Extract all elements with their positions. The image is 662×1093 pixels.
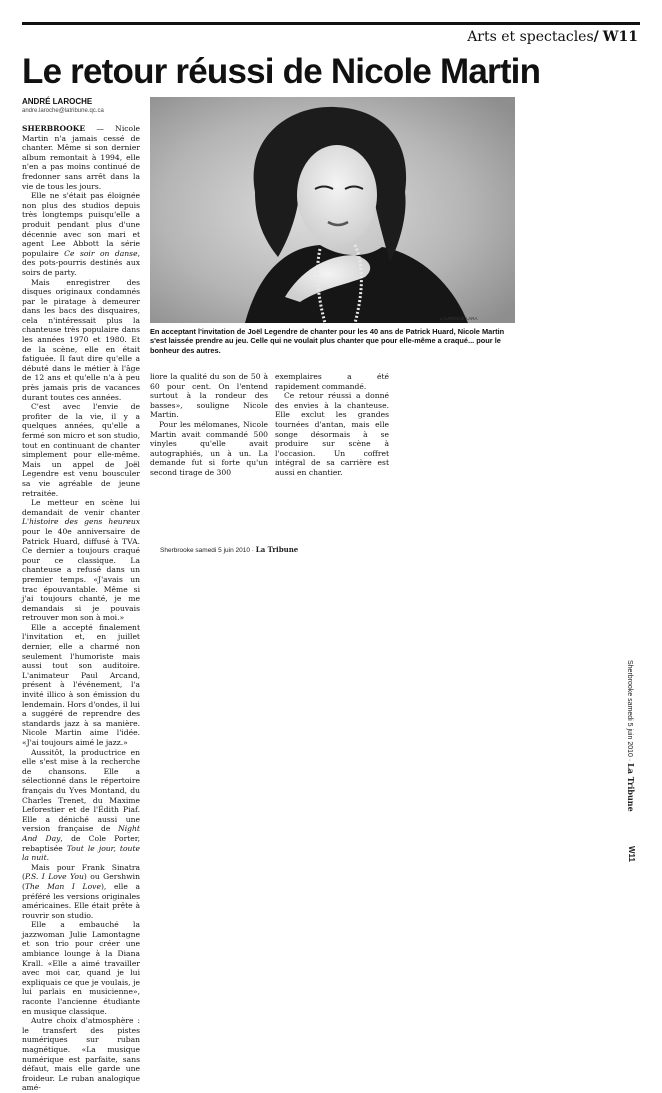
paragraph	[22, 863, 140, 921]
paragraph: Ce retour réussi a donné des envies à la chanteuse. Elle exclut les grandes tournées d'antan, mais elle songe désormais à se produire sur scène à l'occasion. Un coffret intégral de sa carrière est aussi en chantier.	[275, 391, 389, 477]
article-footer: Sherbrooke samedi 5 juin 2010 · La Tribune	[160, 545, 299, 554]
paragraph: liore la qualité du son de 50 à 60 pour cent. On l'entend surtout à la rondeur des basses», souligne Nicole Martin.	[150, 372, 268, 420]
song-title: L'histoire des gens heureux	[22, 517, 140, 527]
paragraph-text: ), elle a préféré les versions originales américaines. Elle était prête à rouvrir son studio.	[22, 881, 140, 920]
byline-author: ANDRÉ LAROCHE	[22, 97, 93, 106]
photo-caption: En acceptant l'invitation de Joël Legendre de chanter pour les 40 ans de Patrick Huard, Nicole Martin s'est laissée prendre au jeu. Celle qui ne voulait plus chanter que pour elle-même a craqué... pour le bonheur des autres.	[150, 327, 505, 355]
top-rule	[22, 22, 640, 25]
paragraph: C'est avec l'envie de profiter de la vie, il y a quelques années, qu'elle a fermé son micro et son studio, tout en continuant de chanter simplement pour elle-même. Mais un appel de Joël Legendre est venu bousculer sa vie agréable de jeune retraitée.	[22, 402, 140, 498]
song-title: The Man I Love	[24, 881, 101, 891]
byline-email: andre.laroche@latribune.qc.ca	[22, 108, 104, 114]
page-folio: Sherbrooke samedi 5 juin 2010 · La Tribune	[626, 660, 636, 812]
folio-dateline: Sherbrooke samedi 5 juin 2010	[626, 660, 633, 757]
paragraph-text: pour le 40e anniversaire de Patrick Huard, diffusé à TVA. Ce dernier a toujours craqué pour ce classique. La chanteuse a refusé dans un premier temps. «J'avais un trac épouvantable. Même si j'ai toujours chanté, je me demandais si je pouvais retrouver mon son à moi.»	[22, 526, 140, 623]
paragraph-text: , des pots-pourris destinés aux soirs de party.	[22, 248, 140, 277]
song-title: Night And Day	[22, 824, 140, 843]
article-column-1	[22, 124, 140, 1093]
portrait-photo	[150, 97, 515, 323]
paragraph-text: ) ou Gershwin (	[22, 872, 140, 891]
newspaper-logo: La Tribune	[255, 545, 299, 554]
portrait-illustration	[150, 97, 515, 323]
paragraph	[22, 124, 140, 191]
show-title: Ce soir on danse	[64, 248, 138, 258]
paragraph-text: Le metteur en scène lui demandait de venir chanter	[22, 498, 140, 517]
paragraph: Mais enregistrer des disques originaux condamnés par le piratage à demeurer dans les bacs des disquaires, cela n'intéressait plus la chanteuse très populaire dans les années 1970 et 1980. Et de la scène, elle en était fatiguée. Il faut dire qu'elle a débuté dans le métier à l'âge de 12 ans et qu'elle n'a à peu près jamais pris de vacances durant toutes ces années.	[22, 277, 140, 402]
song-title: Tout le jour, toute la nuit	[22, 843, 140, 863]
paragraph-text: Elle ne s'était pas éloignée non plus des studios depuis très longtemps puisqu'elle a produit pendant plus d'une décennie avec son mari et agent Lee Abbott la série populaire	[22, 191, 140, 258]
paragraph: exemplaires a été rapidement commandé.	[275, 372, 389, 391]
footer-dateline: Sherbrooke samedi 5 juin 2010	[160, 547, 250, 554]
paragraph	[22, 191, 140, 277]
page-number: W11	[602, 29, 638, 45]
section-header: Arts et spectacles/ W11	[467, 29, 638, 45]
paragraph: Pour les mélomanes, Nicole Martin avait commandé 500 vinyles qu'elle avait autographiés, un à un. La demande fut si forte qu'un second tirage de 300	[150, 419, 268, 477]
paragraph: Elle a accepté finalement l'invitation et, en juillet dernier, elle a charmé non seulement l'humoriste mais aussi tout son auditoire. L'animateur Paul Arcand, présent à l'événement, l'a invité illico à son émission du lendemain. Hors d'ondes, il lui a suggéré de reprendre des standards jazz à sa manière. Nicole Martin aime l'idée. «J'ai toujours aimé le jazz.»	[22, 622, 140, 747]
folio-paper: La Tribune	[626, 763, 636, 812]
paragraph: Elle a embauché la jazzwoman Julie Lamontagne et son trio pour créer une ambiance lounge à la Diana Krall. «Elle a aimé travailler avec moi car, quand je lui expliquais ce que je voulais, je lui parlais en musicienne», raconte l'ancienne étudiante en musique classique.	[22, 920, 140, 1016]
dateline: SHERBROOKE	[22, 124, 86, 133]
headline: Le retour réussi de Nicole Martin	[22, 52, 541, 91]
paragraph-text: .	[46, 853, 50, 863]
song-title: P.S. I Love You	[24, 872, 84, 882]
paragraph-text: Mais pour Frank Sinatra (	[22, 862, 140, 882]
article-column-3	[275, 372, 389, 478]
paragraph-text: — Nicole Martin n'a jamais cessé de chanter. Même si son dernier album remontait à 1994, elle n'en a pas moins continué de fredonner sans arrêt dans la vie de tous les jours.	[22, 124, 140, 191]
section-title: Arts et spectacles	[467, 29, 594, 45]
article-column-2	[150, 372, 268, 478]
paragraph-text: Aussitôt, la productrice en elle s'est mise à la recherche de chansons. Elle a sélectionné dans le répertoire français du Yves Montand, du Charles Trenet, du Maxime Leforestier et de l'Édith Piaf. Elle a déniché aussi une version française de	[22, 747, 140, 834]
photo-credit: LAURENCE LARA	[440, 316, 478, 321]
folio-page-number: W11	[627, 846, 636, 863]
paragraph-text: , de Cole Porter, rebaptisée	[22, 833, 140, 853]
paragraph	[22, 498, 140, 623]
paragraph	[22, 748, 140, 863]
paragraph: Autre choix d'atmosphère : le transfert des pistes numériques sur ruban magnétique. «La musique numérique est parfaite, sans défaut, mais elle garde une froideur. Le ruban analogique amé-	[22, 1016, 140, 1093]
